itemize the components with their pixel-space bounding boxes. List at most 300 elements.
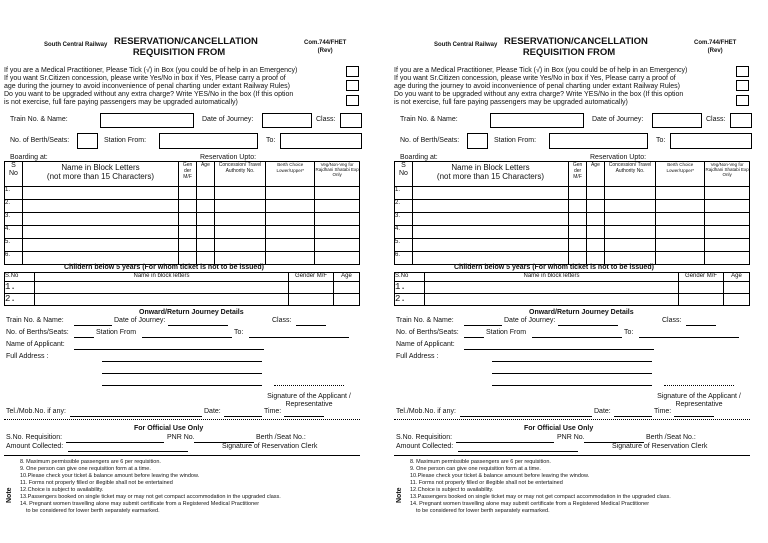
- train-label: Train No. & Name:: [400, 116, 458, 123]
- passenger-cell[interactable]: [266, 252, 315, 265]
- passenger-cell[interactable]: [179, 187, 197, 200]
- passenger-cell[interactable]: [604, 252, 655, 265]
- form-code: [304, 39, 346, 55]
- passenger-cell[interactable]: [587, 239, 605, 252]
- medical-practitioner-checkbox[interactable]: [346, 66, 359, 77]
- passenger-cell[interactable]: [705, 187, 750, 200]
- onward-train-line[interactable]: [464, 325, 502, 326]
- applicant-label: Name of Applicant:: [6, 341, 65, 348]
- child-cell[interactable]: [34, 282, 288, 294]
- requisition-label: S.No. Requisition:: [396, 434, 453, 441]
- passenger-cell[interactable]: [197, 226, 215, 239]
- note-item: 9. One person can give one requisition form at a time.: [410, 466, 541, 472]
- onward-title: Onward/Return Journey Details: [529, 309, 634, 316]
- child-col-sno: S.No: [5, 273, 35, 282]
- note-item: 14. Pregnant women travelling alone may submit certificate from a Registered Medical Practitioner: [20, 501, 260, 507]
- child-cell[interactable]: [289, 294, 334, 306]
- signature-line2: Representative: [675, 401, 723, 408]
- instruction-senior-b: age during the journey to avoid inconvenience of penal charting under extant Railway Rules): [394, 83, 681, 90]
- passenger-cell[interactable]: [214, 213, 265, 226]
- from-field[interactable]: [159, 133, 258, 149]
- form-title-line1: RESERVATION/CANCELLATION: [114, 36, 258, 47]
- onward-berths-line[interactable]: [74, 337, 94, 338]
- passenger-row-number: 5.: [5, 239, 23, 252]
- time-line[interactable]: [674, 416, 714, 417]
- form-title: [504, 36, 648, 58]
- child-cell[interactable]: [34, 294, 288, 306]
- to-field[interactable]: [670, 133, 752, 149]
- child-col-name: Name in block letters: [34, 273, 288, 282]
- passenger-cell[interactable]: [569, 239, 587, 252]
- note-item: 12.Choice is subject to availability.: [20, 487, 104, 493]
- address-line-2[interactable]: [492, 373, 652, 374]
- instruction-senior-a: If you want Sr.Citizen concession, please write Yes/No in box if Yes, Please carry a proof of: [394, 75, 676, 82]
- form-code: [694, 39, 736, 55]
- boarding-label: Boarding at:: [10, 154, 48, 161]
- passenger-cell[interactable]: [604, 226, 655, 239]
- children-table: [4, 272, 360, 306]
- note-item: 10.Please check your ticket & balance amount before leaving the window.: [410, 473, 590, 479]
- child-row[interactable]: [395, 282, 750, 294]
- passenger-row[interactable]: [5, 226, 360, 239]
- note-item: 13.Passengers booked on single ticket may or may not get compact accommodation in the upgraded class.: [20, 494, 281, 500]
- passenger-cell[interactable]: [179, 239, 197, 252]
- note-item: 11. Forms not properly filled or illegible shall not be entertained: [20, 480, 173, 486]
- note-item: 10.Please check your ticket & balance amount before leaving the window.: [20, 473, 200, 479]
- requisition-label: S.No. Requisition:: [6, 434, 63, 441]
- onward-to-label: To:: [234, 329, 244, 336]
- train-field[interactable]: [100, 113, 194, 128]
- upgrade-box[interactable]: [736, 95, 749, 106]
- passenger-row[interactable]: [5, 213, 360, 226]
- passenger-row-number: 1.: [395, 187, 413, 200]
- child-cell[interactable]: [334, 282, 360, 294]
- col-age: Age: [587, 162, 605, 187]
- passenger-cell[interactable]: [569, 213, 587, 226]
- official-title: For Official Use Only: [524, 425, 594, 432]
- onward-doj-line[interactable]: [558, 325, 618, 326]
- onward-doj-line[interactable]: [168, 325, 228, 326]
- passenger-table: [4, 161, 360, 265]
- passenger-row-number: 1.: [5, 187, 23, 200]
- time-label: Time:: [654, 408, 672, 415]
- form-code-rev: (Rev): [317, 48, 333, 54]
- child-cell[interactable]: [679, 282, 724, 294]
- instruction-medical: If you are a Medical Practitioner, Please Tick (√) in Box (you could be of help in an Emergency): [394, 67, 688, 74]
- passenger-cell[interactable]: [179, 252, 197, 265]
- passenger-cell[interactable]: [412, 252, 568, 265]
- onward-from-label: Station From: [486, 329, 527, 336]
- onward-to-line[interactable]: [249, 337, 349, 338]
- note-item: 8. Maximum permissible passengers are 6 per requisition.: [410, 459, 551, 465]
- passenger-cell[interactable]: [569, 200, 587, 213]
- doj-field[interactable]: [652, 113, 702, 128]
- passenger-cell[interactable]: [197, 213, 215, 226]
- passenger-row-number: 3.: [395, 213, 413, 226]
- passenger-cell[interactable]: [656, 200, 705, 213]
- passenger-cell[interactable]: [22, 226, 178, 239]
- class-label: Class:: [316, 116, 336, 123]
- onward-from-line[interactable]: [532, 337, 622, 338]
- applicant-label: Name of Applicant:: [396, 341, 455, 348]
- passenger-cell[interactable]: [315, 187, 360, 200]
- requisition-line[interactable]: [456, 442, 554, 443]
- passenger-cell[interactable]: [179, 200, 197, 213]
- clerk-signature: Signature of Reservation Clerk: [612, 443, 708, 450]
- applicant-signature: [259, 393, 359, 409]
- passenger-cell[interactable]: [569, 252, 587, 265]
- child-col-name: Name in block letters: [424, 273, 678, 282]
- instruction-senior-a: If you want Sr.Citizen concession, please write Yes/No in box if Yes, Please carry a proof of: [4, 75, 286, 82]
- passenger-cell[interactable]: [197, 252, 215, 265]
- passenger-row-number: 2.: [395, 200, 413, 213]
- child-row[interactable]: [395, 294, 750, 306]
- boarding-label: Boarding at:: [400, 154, 438, 161]
- from-field[interactable]: [549, 133, 648, 149]
- instruction-upgrade-a: Do you want to be upgraded without any extra charge? Write YES/No in the box (If this option: [394, 91, 684, 98]
- onward-class-line[interactable]: [296, 325, 326, 326]
- requisition-form-right: [394, 0, 756, 543]
- passenger-cell[interactable]: [266, 213, 315, 226]
- passenger-cell[interactable]: [587, 252, 605, 265]
- onward-berths-line[interactable]: [464, 337, 484, 338]
- col-veg: Veg/Non-Veg for Rajdhani Shatabi Exp Only: [315, 162, 360, 187]
- berths-field[interactable]: [467, 133, 488, 149]
- col-concession: Concession/ Travel Authority No.: [604, 162, 655, 187]
- from-label: Station From:: [494, 137, 537, 144]
- passenger-cell[interactable]: [587, 213, 605, 226]
- passenger-cell[interactable]: [315, 239, 360, 252]
- passenger-cell[interactable]: [569, 226, 587, 239]
- child-cell[interactable]: [424, 282, 678, 294]
- passenger-cell[interactable]: [705, 239, 750, 252]
- applicant-line[interactable]: [74, 349, 264, 350]
- children-table: [394, 272, 750, 306]
- address-line-3[interactable]: [102, 385, 262, 386]
- passenger-cell[interactable]: [179, 213, 197, 226]
- col-concession: Concession/ Travel Authority No.: [214, 162, 265, 187]
- onward-to-line[interactable]: [639, 337, 739, 338]
- child-col-age: Age: [334, 273, 360, 282]
- children-title: Childern below 5 years (For whom ticket is not to be issued): [64, 264, 264, 271]
- passenger-table-header: [5, 162, 360, 187]
- date-line[interactable]: [224, 416, 262, 417]
- child-cell[interactable]: [334, 294, 360, 306]
- note-item: 13.Passengers booked on single ticket may or may not get compact accommodation in the upgraded class.: [410, 494, 671, 500]
- upgrade-box[interactable]: [346, 95, 359, 106]
- instruction-upgrade-b: is not exercise, full fare paying passengers may be upgraded automatically): [4, 99, 238, 106]
- passenger-cell[interactable]: [604, 239, 655, 252]
- amount-label: Amount Collected:: [6, 443, 64, 450]
- berths-label: No. of Berth/Seats:: [400, 137, 460, 144]
- address-pin-line[interactable]: [664, 385, 734, 386]
- note-item: to be considered for lower berth separately earmarked.: [416, 508, 550, 514]
- form-title: [114, 36, 258, 58]
- passenger-cell[interactable]: [587, 226, 605, 239]
- child-col-sno: S.No: [395, 273, 425, 282]
- passenger-cell[interactable]: [656, 252, 705, 265]
- time-line[interactable]: [284, 416, 324, 417]
- senior-citizen-box[interactable]: [346, 80, 359, 91]
- col-sno: S No: [395, 162, 413, 187]
- berths-field[interactable]: [77, 133, 98, 149]
- railway-name: South Central Railway: [434, 42, 498, 48]
- tel-line[interactable]: [460, 416, 592, 417]
- passenger-cell[interactable]: [705, 200, 750, 213]
- col-age: Age: [197, 162, 215, 187]
- passenger-table: [394, 161, 750, 265]
- class-label: Class:: [706, 116, 726, 123]
- notes-top-line: [4, 455, 360, 456]
- address-label: Full Address :: [396, 353, 439, 360]
- train-label: Train No. & Name:: [10, 116, 68, 123]
- amount-line[interactable]: [458, 451, 578, 452]
- signature-line1: Signature of the Applicant /: [657, 393, 741, 400]
- children-header: [5, 273, 360, 282]
- instruction-upgrade-a: Do you want to be upgraded without any extra charge? Write YES/No in the box (If this option: [4, 91, 294, 98]
- form-title-line2: REQUISITION FROM: [132, 47, 226, 58]
- passenger-cell[interactable]: [412, 200, 568, 213]
- passenger-cell[interactable]: [266, 187, 315, 200]
- applicant-signature: [649, 393, 749, 409]
- passenger-row-number: 5.: [395, 239, 413, 252]
- date-label: Date:: [204, 408, 221, 415]
- amount-label: Amount Collected:: [396, 443, 454, 450]
- passenger-cell[interactable]: [587, 200, 605, 213]
- note-item: 14. Pregnant women travelling alone may submit certificate from a Registered Medical Practitioner: [410, 501, 650, 507]
- passenger-cell[interactable]: [604, 187, 655, 200]
- onward-train-label: Train No. & Name:: [6, 317, 64, 324]
- children-title: Childern below 5 years (For whom ticket is not to be issued): [454, 264, 654, 271]
- tel-line[interactable]: [70, 416, 202, 417]
- passenger-cell[interactable]: [179, 226, 197, 239]
- signature-line2: Representative: [285, 401, 333, 408]
- notes-top-line: [394, 455, 750, 456]
- passenger-row-number: 3.: [5, 213, 23, 226]
- passenger-cell[interactable]: [214, 252, 265, 265]
- passenger-cell[interactable]: [604, 213, 655, 226]
- clerk-signature: Signature of Reservation Clerk: [222, 443, 318, 450]
- passenger-row[interactable]: [395, 213, 750, 226]
- passenger-cell[interactable]: [214, 239, 265, 252]
- separator-line: [4, 419, 360, 420]
- passenger-row[interactable]: [395, 252, 750, 265]
- onward-to-label: To:: [624, 329, 634, 336]
- passenger-cell[interactable]: [22, 252, 178, 265]
- requisition-line[interactable]: [66, 442, 164, 443]
- passenger-cell[interactable]: [266, 200, 315, 213]
- berth-seat-label: Berth /Seat No.:: [646, 434, 696, 441]
- passenger-row-number: 4.: [395, 226, 413, 239]
- note-item: 11. Forms not properly filled or illegible shall not be entertained: [410, 480, 563, 486]
- passenger-cell[interactable]: [266, 239, 315, 252]
- note-item: to be considered for lower berth separately earmarked.: [26, 508, 160, 514]
- senior-citizen-box[interactable]: [736, 80, 749, 91]
- note-label: Note: [396, 487, 403, 503]
- passenger-cell[interactable]: [22, 213, 178, 226]
- passenger-cell[interactable]: [214, 187, 265, 200]
- col-sno: S No: [5, 162, 23, 187]
- child-cell[interactable]: [724, 282, 750, 294]
- to-label: To:: [266, 137, 276, 144]
- address-line-3[interactable]: [492, 385, 652, 386]
- onward-train-label: Train No. & Name:: [396, 317, 454, 324]
- col-veg: Veg/Non-Veg for Rajdhani Shatabi Exp Only: [705, 162, 750, 187]
- address-line-1[interactable]: [102, 361, 262, 362]
- child-cell[interactable]: [724, 294, 750, 306]
- address-line-2[interactable]: [102, 373, 262, 374]
- onward-from-line[interactable]: [142, 337, 232, 338]
- passenger-cell[interactable]: [214, 200, 265, 213]
- passenger-cell[interactable]: [197, 239, 215, 252]
- signature-line1: Signature of the Applicant /: [267, 393, 351, 400]
- onward-berths-label: No. of Berths/Seats:: [396, 329, 459, 336]
- class-field[interactable]: [340, 113, 362, 128]
- reservation-upto-label: Reservation Upto:: [590, 154, 647, 161]
- medical-practitioner-checkbox[interactable]: [736, 66, 749, 77]
- passenger-cell[interactable]: [197, 187, 215, 200]
- passenger-row[interactable]: [395, 187, 750, 200]
- onward-berths-label: No. of Berths/Seats:: [6, 329, 69, 336]
- onward-class-label: Class:: [662, 317, 682, 324]
- note-item: 8. Maximum permissible passengers are 6 per requisition.: [20, 459, 161, 465]
- child-col-age: Age: [724, 273, 750, 282]
- child-row-number: 1.: [5, 282, 35, 294]
- passenger-row[interactable]: [5, 239, 360, 252]
- passenger-row[interactable]: [395, 200, 750, 213]
- to-field[interactable]: [280, 133, 362, 149]
- passenger-cell[interactable]: [656, 187, 705, 200]
- passenger-cell[interactable]: [22, 187, 178, 200]
- passenger-cell[interactable]: [656, 213, 705, 226]
- address-line-1[interactable]: [492, 361, 652, 362]
- instruction-upgrade-b: is not exercise, full fare paying passengers may be upgraded automatically): [394, 99, 628, 106]
- onward-from-label: Station From: [96, 329, 137, 336]
- child-row[interactable]: [5, 282, 360, 294]
- passenger-cell[interactable]: [315, 226, 360, 239]
- passenger-row-number: 6.: [5, 252, 23, 265]
- address-label: Full Address :: [6, 353, 49, 360]
- doj-label: Date of Journey:: [202, 116, 254, 123]
- amount-line[interactable]: [68, 451, 188, 452]
- passenger-cell[interactable]: [705, 252, 750, 265]
- passenger-row-number: 2.: [5, 200, 23, 213]
- pnr-label: PNR No.: [557, 434, 585, 441]
- child-row[interactable]: [5, 294, 360, 306]
- passenger-cell[interactable]: [705, 213, 750, 226]
- separator-line: [394, 419, 750, 420]
- child-cell[interactable]: [424, 294, 678, 306]
- onward-doj-label: Date of Journey:: [114, 317, 166, 324]
- form-code-number: Com.744/FHET: [304, 40, 347, 46]
- col-gender: Gen der M/F: [179, 162, 197, 187]
- passenger-cell[interactable]: [656, 226, 705, 239]
- passenger-cell[interactable]: [22, 239, 178, 252]
- passenger-cell[interactable]: [197, 200, 215, 213]
- col-gender: Gen der M/F: [569, 162, 587, 187]
- passenger-cell[interactable]: [315, 252, 360, 265]
- children-header: [395, 273, 750, 282]
- passenger-row-number: 4.: [5, 226, 23, 239]
- date-line[interactable]: [614, 416, 652, 417]
- col-name: Name in Block Letters (not more than 15 Characters): [22, 162, 178, 187]
- reservation-upto-label: Reservation Upto:: [200, 154, 257, 161]
- passenger-cell[interactable]: [705, 226, 750, 239]
- passenger-row[interactable]: [395, 239, 750, 252]
- date-label: Date:: [594, 408, 611, 415]
- child-cell[interactable]: [679, 294, 724, 306]
- child-col-gender: Gender M/F: [289, 273, 334, 282]
- passenger-row[interactable]: [395, 226, 750, 239]
- requisition-form-left: [4, 0, 366, 543]
- passenger-table-header: [395, 162, 750, 187]
- passenger-cell[interactable]: [412, 187, 568, 200]
- passenger-cell[interactable]: [604, 200, 655, 213]
- child-row-number: 2.: [395, 294, 425, 306]
- passenger-row[interactable]: [5, 200, 360, 213]
- form-code-rev: (Rev): [707, 48, 723, 54]
- child-row-number: 1.: [395, 282, 425, 294]
- form-code-number: Com.744/FHET: [694, 40, 737, 46]
- address-pin-line[interactable]: [274, 385, 344, 386]
- instruction-medical: If you are a Medical Practitioner, Please Tick (√) in Box (you could be of help in an Emergency): [4, 67, 298, 74]
- tel-label: Tel./Mob.No. if any:: [396, 408, 456, 415]
- passenger-cell[interactable]: [412, 213, 568, 226]
- doj-label: Date of Journey:: [592, 116, 644, 123]
- passenger-cell[interactable]: [315, 200, 360, 213]
- onward-doj-label: Date of Journey:: [504, 317, 556, 324]
- to-label: To:: [656, 137, 666, 144]
- onward-train-line[interactable]: [74, 325, 112, 326]
- form-title-line2: REQUISITION FROM: [522, 47, 616, 58]
- pnr-label: PNR No.: [167, 434, 195, 441]
- onward-class-line[interactable]: [686, 325, 716, 326]
- railway-name: South Central Railway: [44, 42, 108, 48]
- passenger-cell[interactable]: [412, 239, 568, 252]
- berths-label: No. of Berth/Seats:: [10, 137, 70, 144]
- tel-label: Tel./Mob.No. if any:: [6, 408, 66, 415]
- note-label: Note: [6, 487, 13, 503]
- passenger-row[interactable]: [5, 252, 360, 265]
- passenger-cell[interactable]: [22, 200, 178, 213]
- passenger-cell[interactable]: [656, 239, 705, 252]
- onward-title: Onward/Return Journey Details: [139, 309, 244, 316]
- passenger-cell[interactable]: [266, 226, 315, 239]
- passenger-cell[interactable]: [214, 226, 265, 239]
- train-field[interactable]: [490, 113, 584, 128]
- child-col-gender: Gender M/F: [679, 273, 724, 282]
- child-cell[interactable]: [289, 282, 334, 294]
- passenger-row-number: 6.: [395, 252, 413, 265]
- berth-seat-label: Berth /Seat No.:: [256, 434, 306, 441]
- passenger-cell[interactable]: [315, 213, 360, 226]
- passenger-cell[interactable]: [587, 187, 605, 200]
- col-berth-choice: Berth Choice Lower/Upper*: [656, 162, 705, 187]
- applicant-line[interactable]: [464, 349, 654, 350]
- child-row-number: 2.: [5, 294, 35, 306]
- passenger-row[interactable]: [5, 187, 360, 200]
- passenger-cell[interactable]: [569, 187, 587, 200]
- col-berth-choice: Berth Choice Lower/Upper*: [266, 162, 315, 187]
- note-item: 9. One person can give one requisition form at a time.: [20, 466, 151, 472]
- form-title-line1: RESERVATION/CANCELLATION: [504, 36, 648, 47]
- from-label: Station From:: [104, 137, 147, 144]
- passenger-cell[interactable]: [412, 226, 568, 239]
- official-title: For Official Use Only: [134, 425, 204, 432]
- class-field[interactable]: [730, 113, 752, 128]
- doj-field[interactable]: [262, 113, 312, 128]
- onward-class-label: Class:: [272, 317, 292, 324]
